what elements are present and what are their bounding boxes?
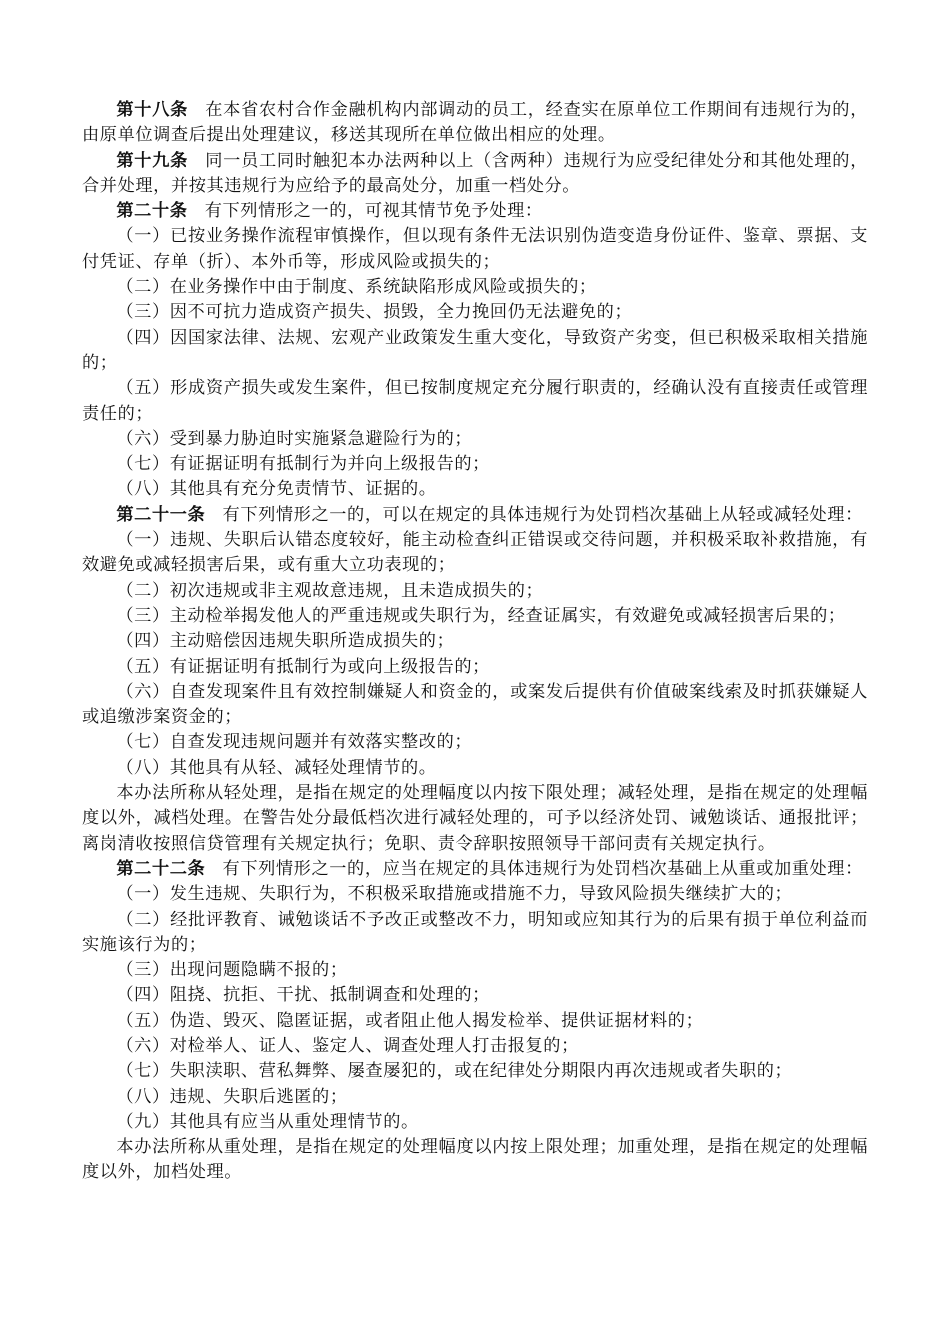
definition-paragraph: 本办法所称从轻处理，是指在规定的处理幅度以内按下限处理；减轻处理，是指在规定的处理幅度以外，减档处理。在警告处分最低档次进行减轻处理的，可予以经济处罚、诫勉谈话、通报批评；离岗清收按照信贷管理有关规定执行；免职、责令辞职按照领导干部问责有关规定执行。: [82, 783, 868, 854]
list-item: （三）主动检举揭发他人的严重违规或失职行为，经查证属实，有效避免或减轻损害后果的；: [116, 605, 846, 626]
article-number: 第二十二条: [116, 858, 206, 879]
article-paragraph: [82, 98, 868, 149]
list-item: （四）因国家法律、法规、宏观产业政策发生重大变化，导致资产劣变，但已积极采取相关措施的；: [82, 327, 868, 373]
list-item: （八）其他具有充分免责情节、证据的。: [116, 479, 437, 500]
list-item: （九）其他具有应当从重处理情节的。: [116, 1111, 419, 1132]
paragraph-text: 同一员工同时触犯本办法两种以上（含两种）违规行为应受纪律处分和其他处理的，合并处理，并按其违规行为应给予的最高处分，加重一档处分。: [82, 150, 869, 196]
article-paragraph: [82, 149, 868, 200]
article-number: 第十八条: [116, 100, 189, 120]
list-item: （六）自查发现案件且有效控制嫌疑人和资金的，或案发后提供有价值破案线索及时抓获嫌疑人或追缴涉案资金的；: [82, 681, 868, 728]
list-item: （二）经批评教育、诫勉谈话不予改正或整改不力，明知或应知其行为的后果有损于单位利益而实施该行为的；: [82, 909, 868, 955]
list-item: （五）有证据证明有抵制行为或向上级报告的；: [116, 656, 490, 677]
article-number: 第二十条: [116, 201, 188, 222]
paragraph-text: 有下列情形之一的，可视其情节免予处理：: [204, 201, 543, 222]
document-body: [82, 98, 868, 1186]
list-item: （二）在业务操作中由于制度、系统缺陷形成风险或损失的；: [116, 277, 597, 298]
list-item: （一）已按业务操作流程审慎操作，但以现有条件无法识别伪造变造身份证件、鉴章、票据、支付凭证、存单（折）、本外币等，形成风险或损失的；: [82, 226, 868, 272]
article-paragraph: [82, 199, 868, 224]
article-paragraph: [82, 857, 868, 882]
list-item: （二）初次违规或非主观故意违规，且未造成损失的；: [116, 580, 544, 601]
article-number: 第十九条: [116, 150, 189, 171]
list-item: （七）失职渎职、营私舞弊、屡查屡犯的，或在纪律处分期限内再次违规或者失职的；: [116, 1061, 793, 1082]
list-item: （五）伪造、毁灭、隐匿证据，或者阻止他人揭发检举、提供证据材料的；: [116, 1010, 704, 1031]
list-item: （八）违规、失职后逃匿的；: [116, 1086, 348, 1107]
definition-paragraph: 本办法所称从重处理，是指在规定的处理幅度以内按上限处理；加重处理，是指在规定的处理幅度以外，加档处理。: [82, 1137, 868, 1183]
list-item: （四）阻挠、抗拒、干扰、抵制调查和处理的；: [116, 985, 490, 1006]
list-item: （七）有证据证明有抵制行为并向上级报告的；: [116, 454, 490, 475]
list-item: （五）形成资产损失或发生案件，但已按制度规定充分履行职责的，经确认没有直接责任或管理责任的；: [82, 378, 868, 424]
article-paragraph: [82, 503, 868, 528]
list-item: （三）出现问题隐瞒不报的；: [116, 960, 348, 981]
list-item: （一）发生违规、失职行为，不积极采取措施或措施不力，导致风险损失继续扩大的；: [116, 884, 793, 905]
list-item: （一）违规、失职后认错态度较好，能主动检查纠正错误或交待问题，并积极采取补救措施，有效避免或减轻损害后果，或有重大立功表现的；: [82, 530, 868, 576]
paragraph-text: 在本省农村合作金融机构内部调动的员工，经查实在原单位工作期间有违规行为的，由原单位调查后提出处理建议，移送其现所在单位做出相应的处理。: [82, 100, 869, 146]
article-number: 第二十一条: [116, 504, 206, 525]
list-item: （四）主动赔偿因违规失职所造成损失的；: [116, 631, 455, 652]
list-item: （三）因不可抗力造成资产损失、损毁，全力挽回仍无法避免的；: [116, 302, 633, 323]
paragraph-text: 有下列情形之一的，应当在规定的具体违规行为处罚档次基础上从重或加重处理：: [222, 858, 863, 879]
list-item: （六）受到暴力胁迫时实施紧急避险行为的；: [116, 428, 473, 449]
list-item: （七）自查发现违规问题并有效落实整改的；: [116, 732, 473, 753]
list-item: （六）对检举人、证人、鉴定人、调查处理人打击报复的；: [116, 1035, 579, 1056]
paragraph-text: 有下列情形之一的，可以在规定的具体违规行为处罚档次基础上从轻或减轻处理：: [222, 504, 863, 525]
list-item: （八）其他具有从轻、减轻处理情节的。: [116, 757, 437, 778]
